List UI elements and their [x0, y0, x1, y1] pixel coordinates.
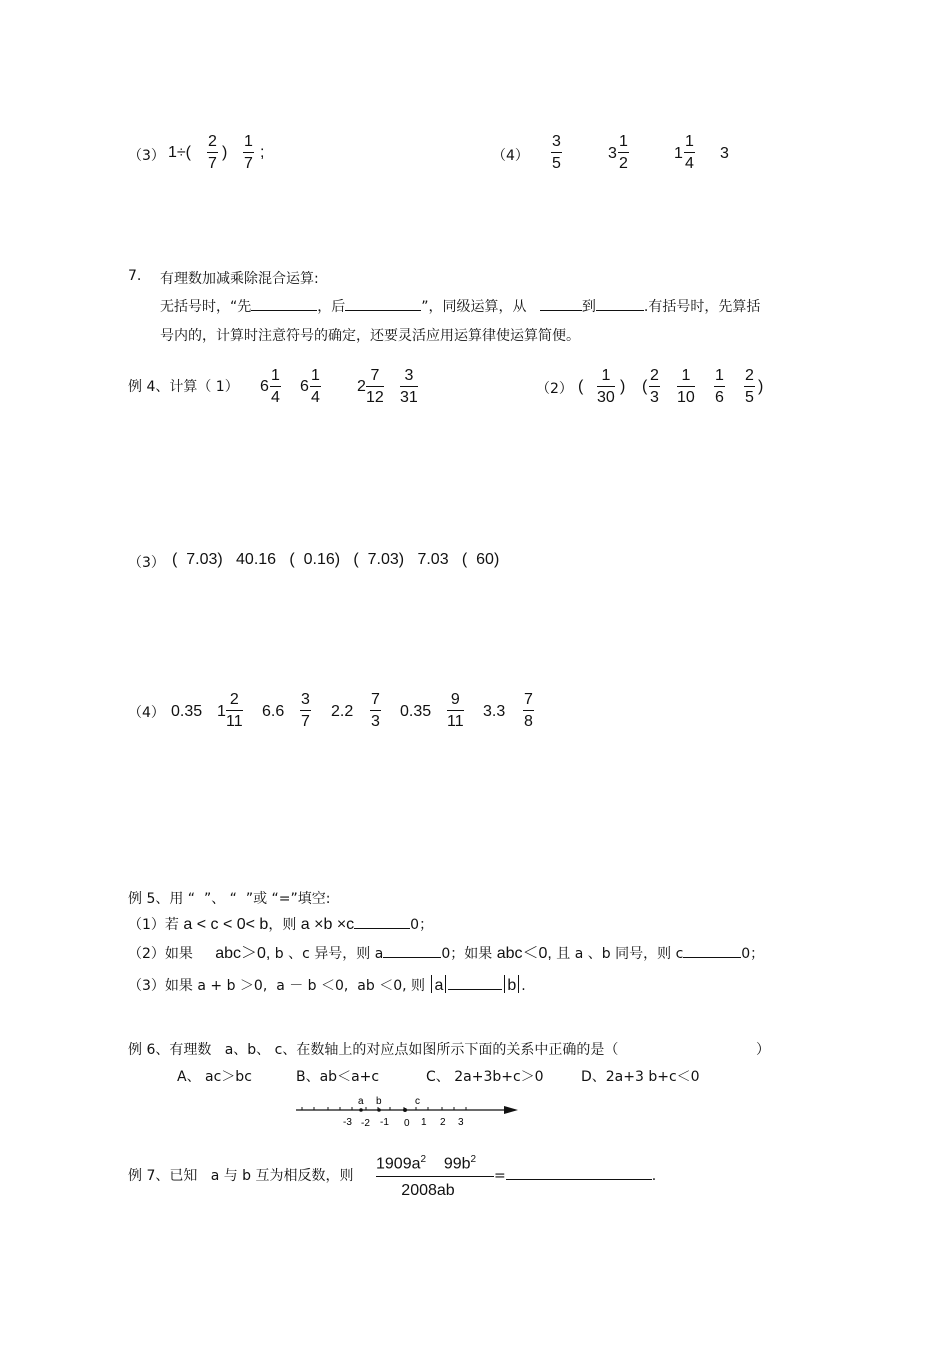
blank — [383, 943, 441, 958]
tick-label: 3 — [458, 1117, 464, 1128]
blank — [596, 296, 644, 311]
blank — [251, 296, 317, 311]
arrow-icon — [504, 1106, 518, 1114]
tick-label: -2 — [361, 1118, 370, 1129]
section-number: 7. — [128, 268, 142, 284]
tick-label: -3 — [343, 1117, 352, 1128]
paren-close: ) — [620, 378, 626, 395]
blank — [448, 975, 502, 990]
fraction-bar — [376, 1176, 494, 1177]
section-7-line-1: 无括号时，“先 ，后 ”，同级运算，从 到 .有括号时，先算括 — [160, 296, 760, 316]
mixed-whole: 3 — [608, 145, 617, 162]
problem-3-label: （3） — [128, 148, 165, 164]
problem-4-label: （4） — [492, 148, 529, 164]
example-5-line-3: （3）如果 a + b ＞0, a － b ＜0, ab ＜0, 则 a b . — [128, 977, 526, 994]
number-line — [290, 1090, 530, 1130]
fraction: 7 8 — [524, 691, 533, 730]
paren-close: ) — [758, 378, 764, 395]
fraction: 2 11 — [226, 691, 243, 730]
example-7-answer: = . — [494, 1165, 656, 1184]
blank — [540, 296, 582, 311]
fraction: 9 11 — [447, 691, 464, 730]
fraction: 1 4 — [685, 133, 694, 172]
section-7-line-2: 号内的，计算时注意符号的确定，还要灵活应用运算律使运算简便。 — [160, 328, 580, 344]
fraction: 1 10 — [677, 367, 695, 406]
tick-label: -1 — [380, 1117, 389, 1128]
number: 3.3 — [483, 703, 506, 720]
mixed-whole: 2 — [357, 378, 366, 395]
number: 0.35 — [171, 703, 203, 720]
example-4-label: 例 4、计算（ 1） — [128, 379, 239, 395]
blank — [506, 1165, 652, 1180]
fraction: 3 7 — [301, 691, 310, 730]
mixed-whole: 1 — [674, 145, 683, 162]
paren-close: ） — [756, 1042, 770, 1058]
section-title: 有理数加减乘除混合运算: — [160, 271, 319, 287]
number: 6.6 — [262, 703, 285, 720]
point-c — [403, 1108, 407, 1112]
mixed-whole: 6 — [260, 378, 269, 395]
option-b: B、ab＜a+c — [296, 1069, 380, 1085]
point-a — [359, 1108, 363, 1112]
fraction: 3 5 — [552, 133, 561, 172]
denominator: 2008ab — [401, 1182, 455, 1200]
mixed-whole: 1 — [217, 703, 226, 720]
example-4-q2-label: （2） — [536, 381, 573, 397]
blank — [345, 296, 421, 311]
number: 2.2 — [331, 703, 354, 720]
fraction: 1 30 — [597, 367, 615, 406]
number: 0.35 — [400, 703, 432, 720]
example-5-line-1: （1）若 a < c < 0< b，则 a ×b ×c 0； — [128, 916, 434, 933]
example-5-title: 例 5、用 “ ”、 “ ”或 “=”填空: — [128, 891, 331, 907]
example-4-q3-label: （3） — [128, 555, 165, 571]
fraction: 1 7 — [244, 133, 253, 172]
point-b-label: b — [376, 1096, 382, 1107]
option-a: A、 ac＞bc — [177, 1069, 252, 1085]
fraction: 3 31 — [400, 367, 418, 406]
mixed-whole: 6 — [300, 378, 309, 395]
point-b — [377, 1108, 381, 1112]
fraction: 2 3 — [650, 367, 659, 406]
example-4-q3-expression: ( 7.03) 40.16 ( 0.16) ( 7.03) 7.03 ( 60) — [172, 551, 500, 568]
option-d: D、2a+3 b+c＜0 — [581, 1069, 700, 1085]
example-7-fraction — [376, 1150, 494, 1200]
problem-3-lead: 1÷( — [168, 144, 192, 161]
tick-label: 1 — [421, 1117, 427, 1128]
paren-open: ( — [578, 378, 584, 395]
paren-open: ( — [642, 378, 648, 395]
fraction: 2 5 — [745, 367, 754, 406]
example-6-title: 例 6、有理数 a、b、 c、在数轴上的对应点如图所示下面的关系中正确的是（ — [128, 1042, 619, 1058]
fraction: 2 7 — [208, 133, 217, 172]
numerator: $1909a^2$ $99b^2$ — [376, 1154, 477, 1173]
fraction: 7 3 — [371, 691, 380, 730]
paren-close: ) — [222, 144, 228, 161]
number: 3 — [720, 145, 729, 162]
tick-label: 2 — [440, 1117, 446, 1128]
point-a-label: a — [358, 1096, 364, 1107]
fraction: 7 12 — [366, 367, 384, 406]
example-7-lead: 例 7、已知 a 与 b 互为相反数，则 — [128, 1168, 354, 1184]
example-4-q4-label: （4） — [128, 705, 165, 721]
blank — [683, 943, 741, 958]
fraction: 1 6 — [715, 367, 724, 406]
semicolon: ; — [260, 144, 265, 161]
blank — [354, 914, 410, 929]
fraction: 1 4 — [271, 367, 280, 406]
option-c: C、 2a+3b+c＞0 — [426, 1069, 544, 1085]
fraction: 1 2 — [619, 133, 628, 172]
tick-label: 0 — [404, 1118, 410, 1129]
fraction: 1 4 — [311, 367, 320, 406]
point-c-label: c — [415, 1096, 420, 1107]
example-5-line-2: （2）如果 abc＞0, b 、c 异号，则 a 0；如果 abc＜0, 且 a 、b 同号，则 c 0； — [128, 945, 765, 962]
